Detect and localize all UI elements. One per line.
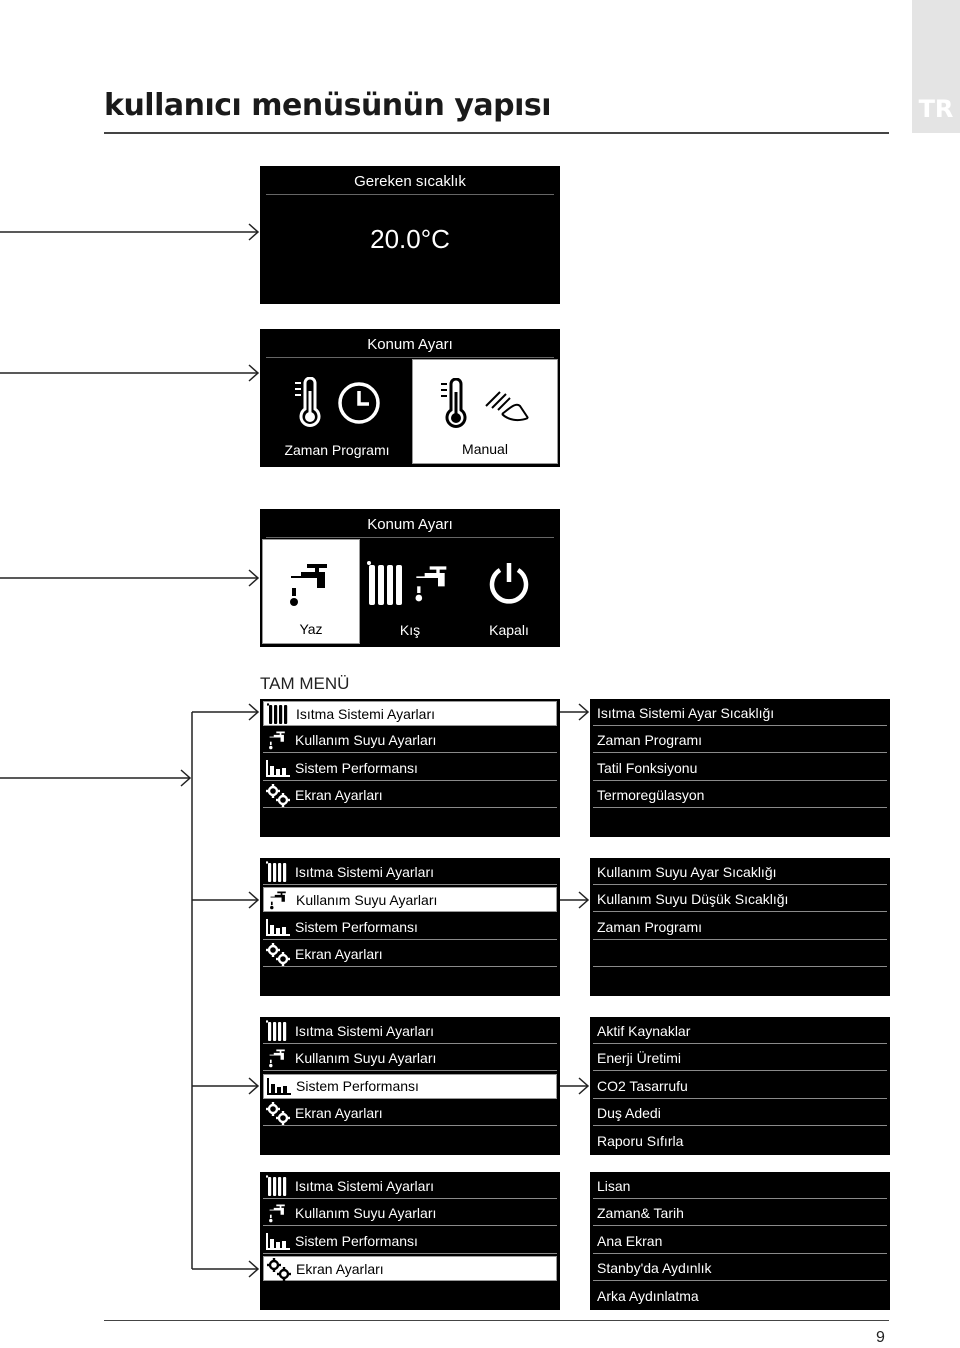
- tap-icon: [287, 558, 335, 610]
- submenu-item: [593, 811, 887, 836]
- main-menu-item-label: Isıtma Sistemi Ayarları: [295, 1178, 435, 1194]
- tap-icon: [413, 559, 453, 607]
- tap-icon: [263, 1046, 293, 1070]
- season-option-label: Kış: [399, 622, 421, 638]
- mode-option-manual[interactable]: [412, 359, 558, 464]
- main-menu-item[interactable]: [263, 1201, 557, 1226]
- temperature-screen: [260, 166, 560, 304]
- main-menu-item[interactable]: [263, 1046, 557, 1071]
- main-menu-item[interactable]: [263, 728, 557, 753]
- performance-icon: [263, 756, 293, 780]
- main-menu-item-label: Ekran Ayarları: [296, 1260, 384, 1277]
- main-menu-item[interactable]: [263, 1074, 557, 1099]
- main-menu-item-label: Sistem Performansı: [295, 1232, 418, 1249]
- performance-icon: [263, 915, 293, 939]
- submenu-item[interactable]: [593, 915, 887, 940]
- temperature-value: 20.0°C: [370, 224, 450, 254]
- main-menu-item-label: Kullanım Suyu Ayarları: [295, 1050, 437, 1067]
- submenu-item-label: Kullanım Suyu Düşük Sıcaklığı: [597, 891, 789, 908]
- main-menu-item[interactable]: [263, 783, 557, 808]
- main-menu-item[interactable]: [263, 860, 557, 885]
- submenu-item-label: Duş Adedi: [597, 1105, 661, 1122]
- main-menu-item-label: Sistem Performansı: [295, 759, 418, 776]
- mode-option-label: Manual: [462, 441, 508, 457]
- season-option-winter[interactable]: [360, 539, 460, 644]
- submenu-item[interactable]: [593, 728, 887, 753]
- performance-icon: [263, 1229, 293, 1253]
- main-menu-item-label: Sistem Performansı: [295, 918, 418, 935]
- submenu-item-label: Lisan: [597, 1178, 631, 1194]
- temperature-screen-title: Gereken sıcaklık: [266, 170, 554, 195]
- submenu-item-label: Termoregülasyon: [597, 787, 705, 804]
- season-option-label: Yaz: [299, 621, 323, 637]
- radiator-icon: [263, 1019, 293, 1043]
- submenu-item-label: Stanby'da Aydınlık: [597, 1260, 712, 1277]
- gears-icon: [263, 1101, 293, 1125]
- submenu-item[interactable]: [593, 783, 887, 808]
- radiator-icon: [367, 559, 409, 607]
- main-menu-item-label: Isıtma Sistemi Ayarları: [296, 705, 436, 722]
- main-menu-screen: [260, 1172, 560, 1310]
- performance-icon: [264, 1074, 294, 1098]
- submenu-item-label: Tatil Fonksiyonu: [597, 759, 698, 776]
- submenu-screen: [590, 1017, 890, 1155]
- submenu-item[interactable]: [593, 860, 887, 885]
- submenu-item-label: Zaman Programı: [597, 918, 703, 935]
- submenu-screen: [590, 1172, 890, 1310]
- thermometer-icon: [438, 378, 472, 430]
- main-menu-item[interactable]: [263, 756, 557, 781]
- main-menu-item-label: Kullanım Suyu Ayarları: [296, 891, 438, 908]
- footer-divider: [104, 1320, 889, 1321]
- tap-icon: [264, 888, 294, 912]
- main-menu-item-label: Kullanım Suyu Ayarları: [295, 1205, 437, 1222]
- gears-icon: [263, 942, 293, 966]
- submenu-item[interactable]: [593, 756, 887, 781]
- submenu-item[interactable]: [593, 1129, 887, 1154]
- submenu-item[interactable]: [593, 1284, 887, 1309]
- submenu-item-label: Raporu Sıfırla: [597, 1133, 684, 1150]
- thermometer-icon: [292, 377, 326, 429]
- main-menu-screen: [260, 1017, 560, 1155]
- main-menu-item-label: Ekran Ayarları: [295, 787, 383, 804]
- mode-setting-screen: [260, 329, 560, 467]
- gears-icon: [263, 783, 293, 807]
- main-menu-item[interactable]: [263, 1019, 557, 1044]
- main-menu-item[interactable]: [263, 701, 557, 726]
- submenu-item[interactable]: [593, 1074, 887, 1099]
- main-menu-item[interactable]: [263, 1229, 557, 1254]
- radiator-icon: [264, 702, 294, 726]
- submenu-item-label: Kullanım Suyu Ayar Sıcaklığı: [597, 864, 777, 880]
- power-icon: [486, 560, 532, 606]
- gears-icon: [264, 1257, 294, 1281]
- submenu-item[interactable]: [593, 1046, 887, 1071]
- language-tab: TR: [912, 0, 960, 133]
- page-title: kullanıcı menüsünün yapısı: [104, 88, 552, 123]
- submenu-item-label: Zaman& Tarih: [597, 1205, 684, 1222]
- submenu-screen: [590, 699, 890, 837]
- main-menu-item-label: Sistem Performansı: [296, 1078, 419, 1095]
- season-option-off[interactable]: [460, 539, 558, 644]
- season-option-label: Kapalı: [489, 622, 529, 638]
- submenu-item-label: Enerji Üretimi: [597, 1050, 682, 1067]
- main-menu-item-label: Ekran Ayarları: [295, 946, 383, 963]
- main-menu-item-label: Isıtma Sistemi Ayarları: [295, 864, 435, 880]
- tap-icon: [263, 728, 293, 752]
- submenu-item[interactable]: [593, 1201, 887, 1226]
- submenu-item-label: Isıtma Sistemi Ayar Sıcaklığı: [597, 705, 775, 721]
- submenu-item[interactable]: [593, 1229, 887, 1254]
- hand-icon: [482, 384, 532, 424]
- submenu-item[interactable]: [593, 1256, 887, 1281]
- submenu-item[interactable]: [593, 887, 887, 912]
- main-menu-screen: [260, 858, 560, 996]
- page-number: 9: [876, 1329, 885, 1346]
- main-menu-item[interactable]: [263, 942, 557, 967]
- mode-option-time-program[interactable]: [262, 359, 412, 464]
- main-menu-item-label: Ekran Ayarları: [295, 1105, 383, 1122]
- main-menu-item[interactable]: [263, 887, 557, 912]
- submenu-item-label: Zaman Programı: [597, 732, 703, 749]
- main-menu-item[interactable]: [263, 1174, 557, 1199]
- season-setting-screen: [260, 509, 560, 647]
- submenu-item-label: Arka Aydınlatma: [597, 1288, 699, 1305]
- main-menu-item[interactable]: [263, 1101, 557, 1126]
- submenu-item[interactable]: [593, 1019, 887, 1044]
- submenu-item-label: CO2 Tasarrufu: [597, 1077, 688, 1094]
- main-menu-screen: [260, 699, 560, 837]
- season-option-summer[interactable]: [262, 539, 360, 644]
- mode-setting-title: Konum Ayarı: [266, 333, 554, 358]
- radiator-icon: [263, 860, 293, 884]
- main-menu-item-label: Kullanım Suyu Ayarları: [295, 732, 437, 749]
- main-menu-item-label: Isıtma Sistemi Ayarları: [295, 1023, 435, 1039]
- main-menu-item[interactable]: [263, 915, 557, 940]
- main-menu-item[interactable]: [263, 1256, 557, 1281]
- submenu-item[interactable]: [593, 1174, 887, 1199]
- submenu-item[interactable]: [593, 1101, 887, 1126]
- submenu-item-label: Ana Ekran: [597, 1232, 663, 1249]
- radiator-icon: [263, 1174, 293, 1198]
- submenu-item-label: Aktif Kaynaklar: [597, 1023, 691, 1039]
- tap-icon: [263, 1201, 293, 1225]
- season-setting-title: Konum Ayarı: [266, 513, 554, 538]
- submenu-item: [593, 970, 887, 995]
- full-menu-label: TAM MENÜ: [260, 674, 350, 693]
- submenu-item[interactable]: [593, 701, 887, 726]
- submenu-item: [593, 942, 887, 967]
- mode-option-label: Zaman Programı: [284, 442, 390, 458]
- clock-icon: [336, 380, 382, 426]
- submenu-screen: [590, 858, 890, 996]
